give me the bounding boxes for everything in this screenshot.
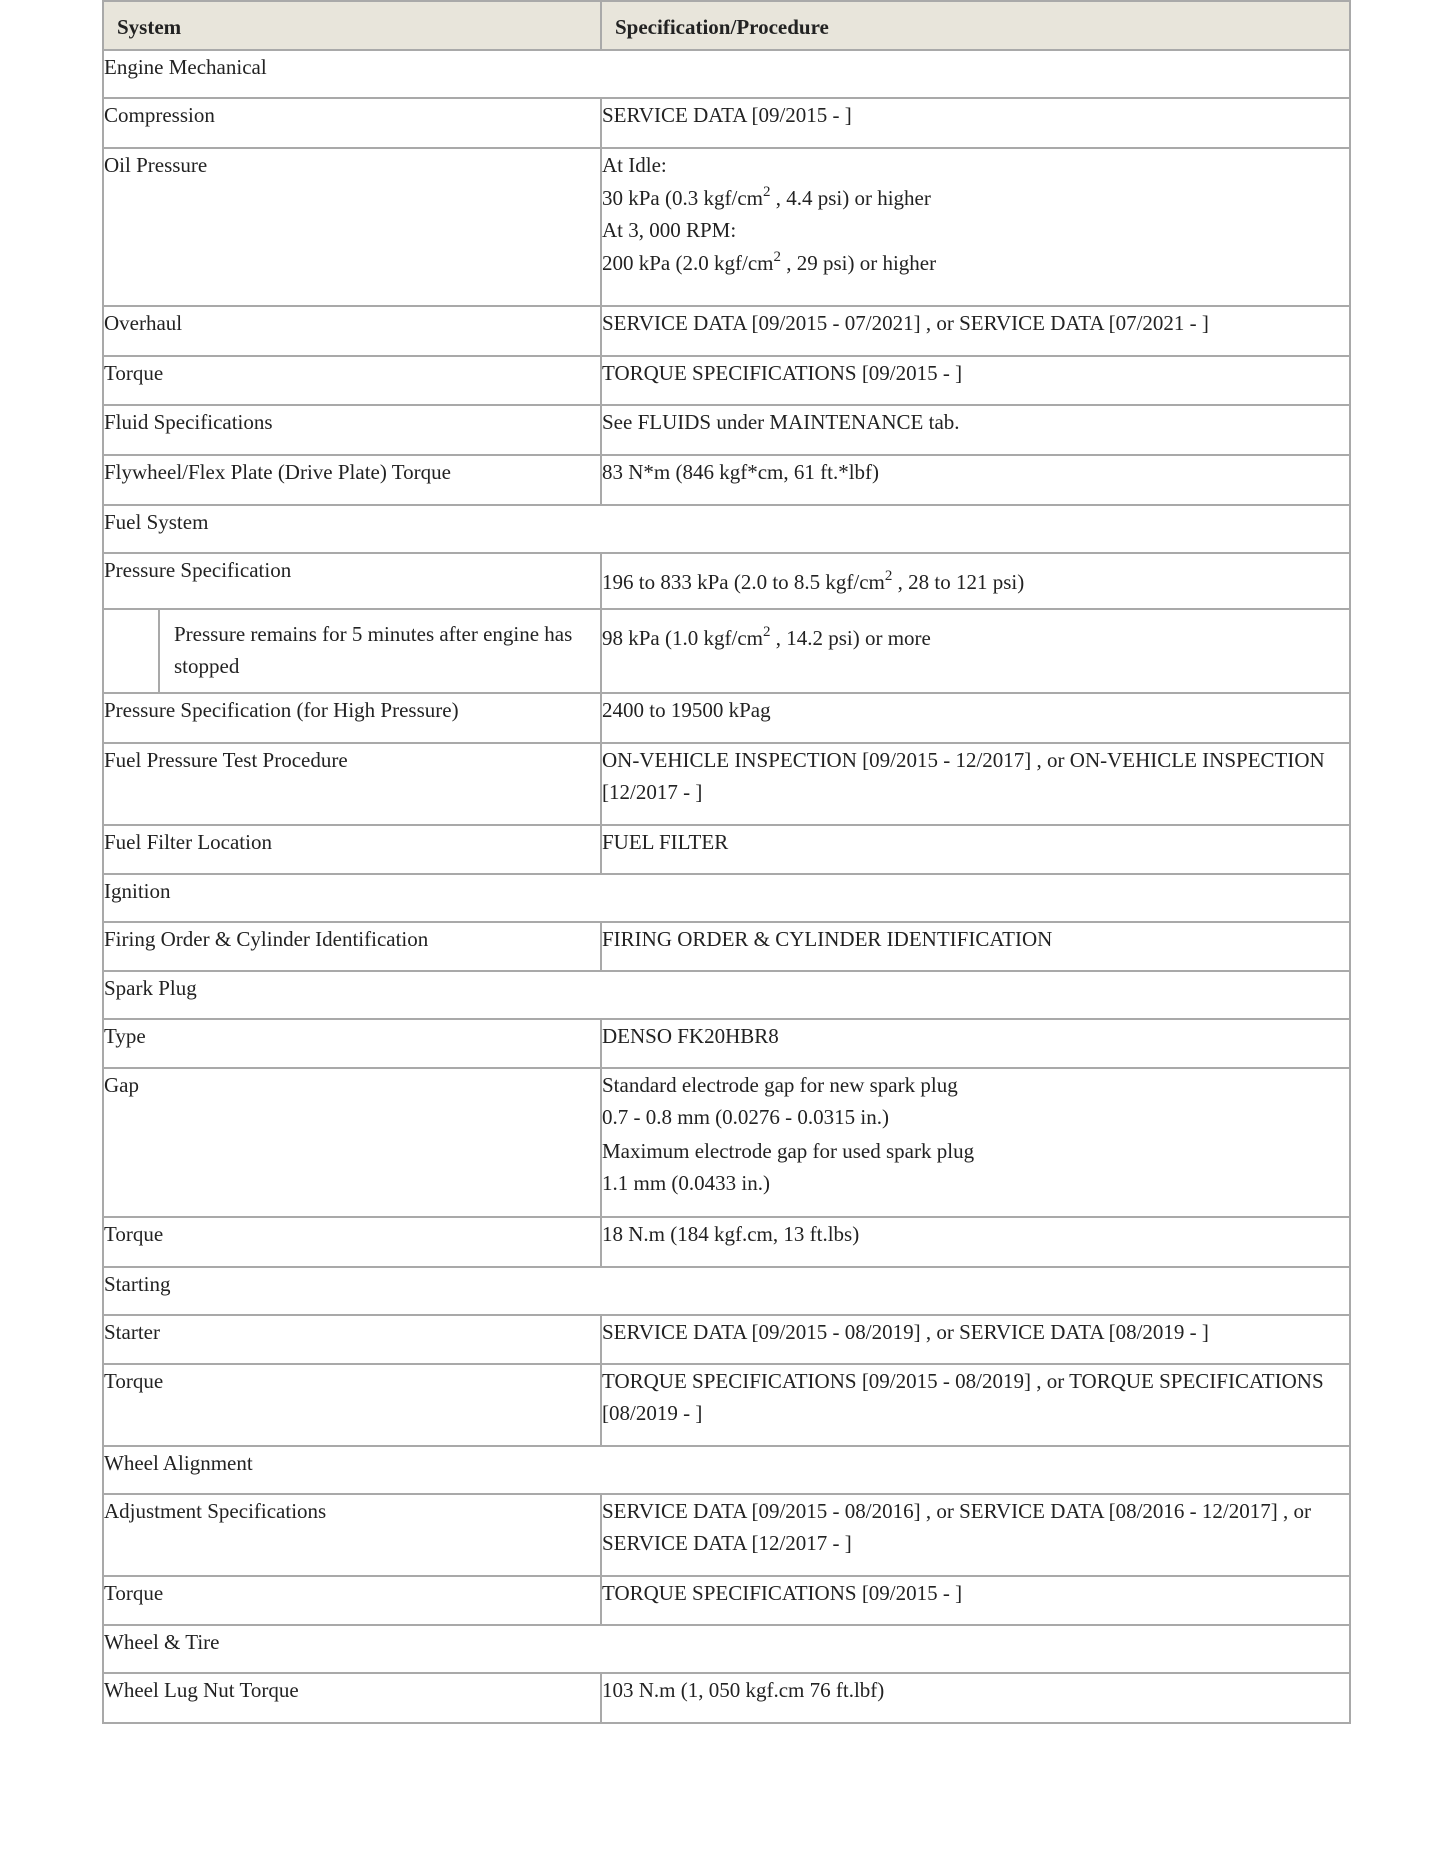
superscript: 2	[762, 184, 771, 200]
row-value: DENSO FK20HBR8	[601, 1019, 1350, 1068]
section-row	[103, 1267, 1350, 1315]
text: , 29 psi) or higher	[780, 251, 937, 275]
section-row	[103, 971, 1350, 1019]
table-row	[103, 148, 1350, 306]
row-label: Pressure remains for 5 minutes after engine has stopped	[174, 622, 573, 678]
table-row	[103, 98, 1350, 148]
table-header-row	[103, 1, 1350, 50]
row-link[interactable]: SERVICE DATA [09/2015 - ]	[601, 98, 1350, 148]
row-label: Fluid Specifications	[103, 405, 601, 455]
section-engine-mechanical: Engine Mechanical	[103, 50, 1350, 98]
row-value: See FLUIDS under MAINTENANCE tab.	[601, 405, 1350, 455]
table-row	[103, 743, 1350, 825]
oil-idle-label: At Idle:	[602, 153, 667, 177]
table-row	[103, 693, 1350, 743]
table-row	[103, 356, 1350, 405]
section-starting: Starting	[103, 1267, 1350, 1315]
row-link[interactable]: ON-VEHICLE INSPECTION [09/2015 - 12/2017] , or ON-VEHICLE INSPECTION [12/2017 - ]	[601, 743, 1350, 825]
row-link[interactable]: TORQUE SPECIFICATIONS [09/2015 - ]	[601, 1576, 1350, 1625]
table-row	[103, 1494, 1350, 1576]
subsub-wrap	[104, 610, 600, 692]
table-row	[103, 553, 1350, 609]
row-link[interactable]: FIRING ORDER & CYLINDER IDENTIFICATION	[601, 922, 1350, 971]
text: , 28 to 121 psi)	[892, 570, 1025, 594]
row-label: Fuel Filter Location	[103, 825, 601, 874]
row-label: Torque	[103, 1576, 601, 1625]
row-value: 2400 to 19500 kPag	[601, 693, 1350, 743]
row-label: Oil Pressure	[103, 148, 601, 306]
section-row	[103, 50, 1350, 98]
section-row	[103, 1446, 1350, 1494]
text: 98 kPa (1.0 kgf/cm	[602, 626, 763, 650]
table-row	[103, 609, 1350, 693]
row-label: Starter	[103, 1315, 601, 1364]
text: 200 kPa (2.0 kgf/cm	[602, 251, 774, 275]
indent-spacer	[104, 610, 160, 692]
row-label: Pressure Specification	[103, 553, 601, 609]
row-value: 103 N.m (1, 050 kgf.cm 76 ft.lbf)	[601, 1673, 1350, 1723]
row-label: Flywheel/Flex Plate (Drive Plate) Torque	[103, 455, 601, 505]
superscript: 2	[773, 249, 781, 265]
oil-rpm-label: At 3, 000 RPM:	[602, 218, 737, 242]
section-row	[103, 874, 1350, 922]
table-row	[103, 1019, 1350, 1068]
gap-value	[601, 1068, 1350, 1217]
oil-idle-value	[602, 182, 1349, 214]
row-value: 83 N*m (846 kgf*cm, 61 ft.*lbf)	[601, 455, 1350, 505]
text: 30 kPa (0.3 kgf/cm	[602, 186, 763, 210]
table-row	[103, 1217, 1350, 1267]
table-row	[103, 1315, 1350, 1364]
row-label: Torque	[103, 356, 601, 405]
subsub-cell	[103, 609, 601, 693]
row-label: Type	[103, 1019, 601, 1068]
table-row	[103, 1364, 1350, 1446]
row-link[interactable]: SERVICE DATA [09/2015 - 08/2019] , or SERVICE DATA [08/2019 - ]	[601, 1315, 1350, 1364]
table-row	[103, 1068, 1350, 1217]
section-ignition: Ignition	[103, 874, 1350, 922]
text: , 4.4 psi) or higher	[770, 186, 931, 210]
row-label: Fuel Pressure Test Procedure	[103, 743, 601, 825]
section-row	[103, 1625, 1350, 1673]
table-row	[103, 455, 1350, 505]
row-link[interactable]: TORQUE SPECIFICATIONS [09/2015 - 08/2019] , or TORQUE SPECIFICATIONS [08/2019 - ]	[601, 1364, 1350, 1446]
table-row	[103, 405, 1350, 455]
superscript: 2	[884, 568, 893, 584]
gap-used-label: Maximum electrode gap for used spark plug	[602, 1139, 975, 1163]
table-row	[103, 1576, 1350, 1625]
oil-rpm-value	[602, 247, 1349, 279]
row-link[interactable]: SERVICE DATA [09/2015 - 07/2021] , or SERVICE DATA [07/2021 - ]	[601, 306, 1350, 356]
row-label: Firing Order & Cylinder Identification	[103, 922, 601, 971]
header-spec: Specification/Procedure	[601, 1, 1350, 50]
table-row	[103, 1673, 1350, 1723]
row-link[interactable]: FUEL FILTER	[601, 825, 1350, 874]
table-row	[103, 922, 1350, 971]
row-value	[601, 553, 1350, 609]
table-row	[103, 306, 1350, 356]
section-row	[103, 505, 1350, 553]
row-link[interactable]: TORQUE SPECIFICATIONS [09/2015 - ]	[601, 356, 1350, 405]
oil-pressure-value	[601, 148, 1350, 306]
row-value: 18 N.m (184 kgf.cm, 13 ft.lbs)	[601, 1217, 1350, 1267]
row-label: Torque	[103, 1217, 601, 1267]
section-fuel-system: Fuel System	[103, 505, 1350, 553]
row-label: Wheel Lug Nut Torque	[103, 1673, 601, 1723]
row-label: Compression	[103, 98, 601, 148]
gap-new-label: Standard electrode gap for new spark plug	[602, 1073, 958, 1097]
section-spark-plug: Spark Plug	[103, 971, 1350, 1019]
superscript: 2	[762, 624, 771, 640]
text: , 14.2 psi) or more	[770, 626, 931, 650]
row-label: Torque	[103, 1364, 601, 1446]
row-label: Overhaul	[103, 306, 601, 356]
text: 196 to 833 kPa (2.0 to 8.5 kgf/cm	[602, 570, 885, 594]
spec-table	[102, 0, 1351, 1724]
row-link[interactable]: SERVICE DATA [09/2015 - 08/2016] , or SERVICE DATA [08/2016 - 12/2017] , or SERVICE DATA [12/2017 - ]	[601, 1494, 1350, 1576]
header-system: System	[103, 1, 601, 50]
gap-used-value: 1.1 mm (0.0433 in.)	[602, 1171, 770, 1195]
table-row	[103, 825, 1350, 874]
gap-new-value: 0.7 - 0.8 mm (0.0276 - 0.0315 in.)	[602, 1105, 889, 1129]
row-label: Pressure Specification (for High Pressure)	[103, 693, 601, 743]
section-wheel-alignment: Wheel Alignment	[103, 1446, 1350, 1494]
section-wheel-tire: Wheel & Tire	[103, 1625, 1350, 1673]
row-label: Gap	[103, 1068, 601, 1217]
row-label: Adjustment Specifications	[103, 1494, 601, 1576]
row-value	[601, 609, 1350, 693]
